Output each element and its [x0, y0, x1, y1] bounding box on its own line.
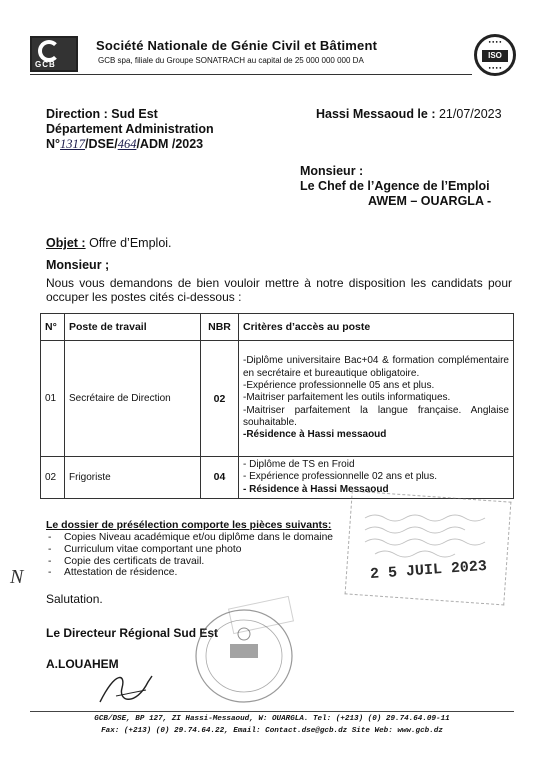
opening-salutation: Monsieur ;	[46, 258, 110, 272]
criteria-item: -Diplôme universitaire Bac+04 & formation complémentaire en secrétaire et bureautique obligatoire.	[243, 355, 509, 379]
criteria-item: -Maitriser parfaitement la langue française. Anglaise souhaitable.	[243, 404, 509, 428]
dossier-list	[46, 532, 333, 579]
row-criteria	[239, 341, 514, 457]
company-name: Société Nationale de Génie Civil et Bâtiment	[96, 38, 378, 53]
letter-date: 21/07/2023	[438, 107, 502, 121]
closing-salutation: Salutation.	[46, 592, 103, 606]
job-offers-table	[40, 313, 514, 499]
recipient-line-2: Le Chef de l’Agence de l’Emploi	[300, 179, 490, 193]
recipient-block	[300, 164, 491, 209]
subject-value: Offre d’Emploi.	[89, 236, 172, 250]
logo-text: GCB	[35, 60, 56, 69]
ref-prefix: N°	[46, 137, 61, 151]
recipient-line-1: Monsieur :	[300, 164, 364, 178]
recipient-line-3: AWEM – OUARGLA -	[368, 194, 492, 208]
signatory-title: Le Directeur Régional Sud Est	[46, 626, 219, 640]
handwritten-signature	[96, 668, 176, 708]
header-poste: Poste de travail	[65, 314, 201, 341]
table-row	[41, 341, 514, 457]
ref-number-handwritten: 1317	[60, 137, 86, 151]
department-line: Département Administration	[46, 122, 214, 136]
footer-contact: Fax: (+213) (0) 29.74.64.22, Email: Contact.dse@gcb.dz Site Web: www.gcb.dz	[101, 727, 443, 735]
sender-block	[46, 107, 214, 152]
row-poste: Frigoriste	[65, 457, 201, 499]
reference-line	[46, 137, 214, 152]
place-date	[316, 107, 502, 122]
intro-paragraph: Nous vous demandons de bien vouloir mettre à notre disposition les candidats pour occuper les postes cités ci-dessous :	[46, 276, 512, 304]
margin-handwritten-mark: N	[10, 566, 24, 588]
iso-ring-top: ● ● ● ●	[488, 39, 502, 44]
subject-label: Objet :	[46, 236, 86, 250]
criteria-residence: -Résidence à Hassi messaoud	[243, 429, 387, 441]
company-logo	[30, 36, 78, 72]
criteria-item: - Diplôme de TS en Froid	[243, 459, 355, 470]
ref-number-handwritten-2: 464	[117, 137, 137, 151]
list-item: - Copies Niveau académique et/ou diplôme dans le domaine	[46, 532, 333, 544]
list-item: - Attestation de résidence.	[46, 567, 333, 579]
list-item: - Curriculum vitae comportant une photo	[46, 544, 333, 556]
footer-divider	[30, 711, 514, 712]
row-num: 02	[41, 457, 65, 499]
header-num: N°	[41, 314, 65, 341]
received-stamp-arabic-text	[360, 510, 490, 558]
company-subtitle: GCB spa, filiale du Groupe SONATRACH au capital de 25 000 000 000 DA	[98, 56, 364, 65]
place-label: Hassi Messaoud le :	[316, 107, 436, 121]
ref-mid: /DSE/	[85, 137, 118, 151]
row-nbr: 04	[201, 457, 239, 499]
ref-suffix: /ADM /2023	[136, 137, 204, 151]
subject-line	[46, 236, 172, 250]
header-divider	[30, 74, 472, 75]
signatory-name: A.LOUAHEM	[46, 657, 119, 671]
iso-ring-bottom: ● ● ● ●	[488, 65, 502, 70]
row-num: 01	[41, 341, 65, 457]
header-nbr: NBR	[201, 314, 239, 341]
row-nbr: 02	[201, 341, 239, 457]
received-stamp-date: 2 5 JUIL 2023	[369, 557, 488, 584]
criteria-residence: - Résidence à Hassi Messaoud	[243, 483, 389, 495]
row-poste: Secrétaire de Direction	[65, 341, 201, 457]
iso-badge-label: ISO	[482, 50, 508, 62]
criteria-item: -Maitriser parfaitement les outils informatiques.	[243, 392, 451, 404]
criteria-item: -Expérience professionnelle 05 ans et plus.	[243, 380, 435, 392]
criteria-item: - Expérience professionnelle 02 ans et plus.	[243, 471, 438, 483]
dossier-title: Le dossier de présélection comporte les pièces suivants:	[46, 519, 332, 531]
footer-address: GCB/DSE, BP 127, ZI Hassi-Messaoud, W: OUARGLA. Tel: (+213) (0) 29.74.64.09-11	[94, 715, 450, 723]
logo-g-mark	[38, 40, 60, 62]
table-header-row	[41, 314, 514, 341]
official-round-stamp	[182, 604, 302, 708]
list-item: - Copie des certificats de travail.	[46, 556, 333, 568]
iso-certification-badge	[474, 34, 516, 76]
table-row	[41, 457, 514, 499]
header-criteria: Critères d’accès au poste	[239, 314, 514, 341]
direction-line: Direction : Sud Est	[46, 107, 158, 121]
